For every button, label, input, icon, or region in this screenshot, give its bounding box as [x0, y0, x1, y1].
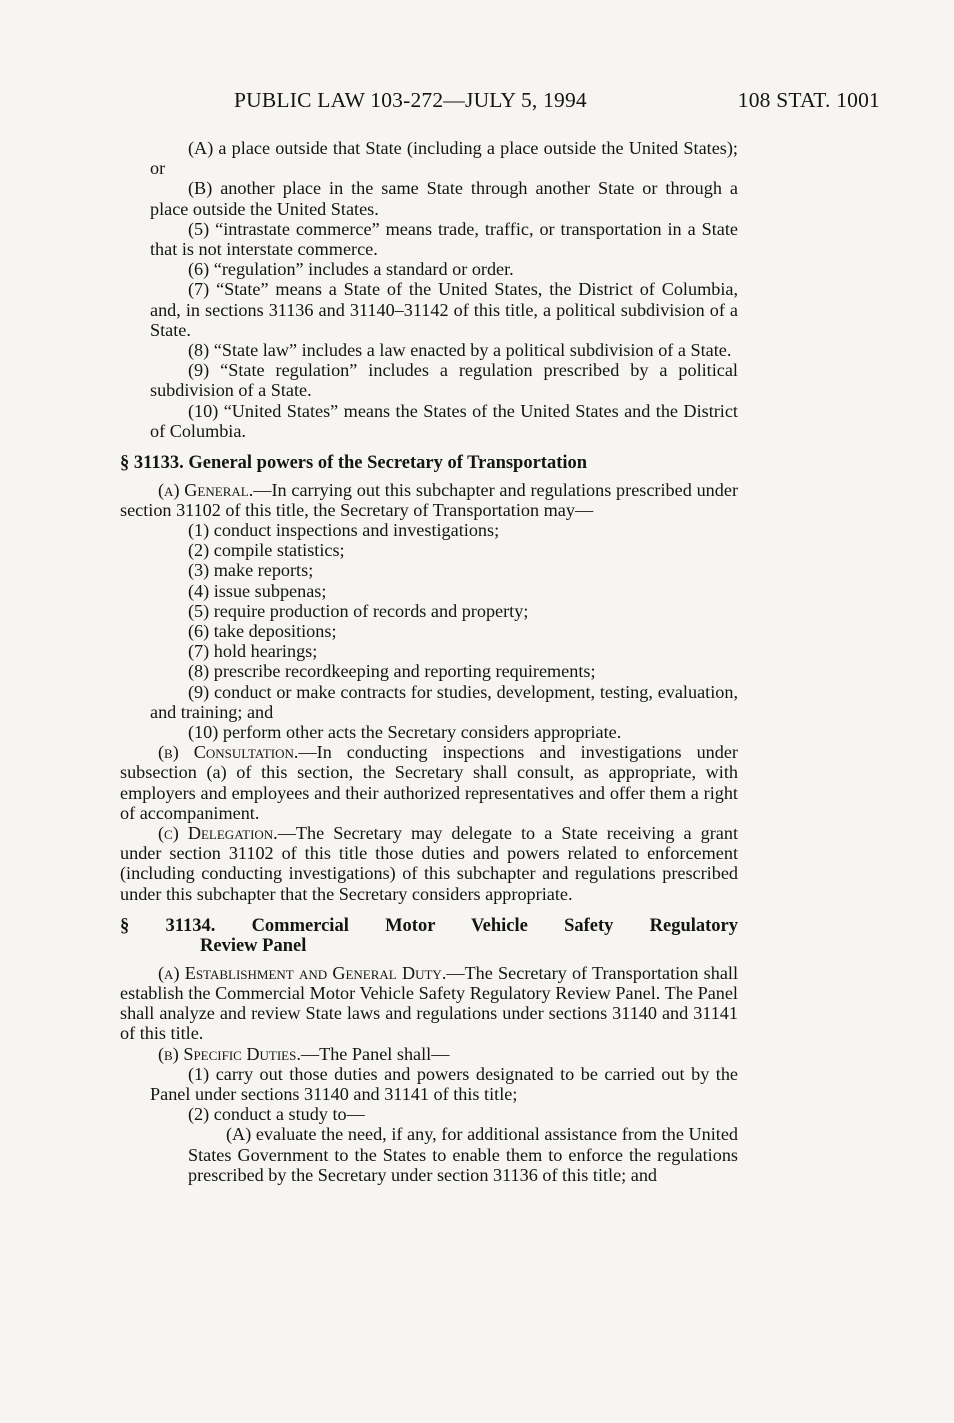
subsection-a-label: (a) General.	[158, 479, 254, 500]
header-citation: PUBLIC LAW 103-272—JULY 5, 1994	[234, 88, 587, 112]
subsection-31134-a-label: (a) Establishment and General Duty.	[158, 962, 447, 983]
subsection-b-text: —In conducting inspections and investigations under subsection (a) of this section, the Secretary shall consult, as appropriate, with employers and employees and their authorized representatives and offer them a right of accompaniment.	[120, 742, 738, 823]
subsection-31134-b	[120, 1044, 738, 1064]
power-item: (10) perform other acts the Secretary considers appropriate.	[188, 721, 622, 742]
power-item: (3) make reports;	[188, 560, 314, 581]
subsection-a-text: —In carrying out this subchapter and regulations prescribed under section 31102 of this title, the Secretary of Transportation may—	[120, 479, 738, 520]
subsection-31134-a-text: —The Secretary of Transportation shall establish the Commercial Motor Vehicle Safety Regulatory Review Panel. The Panel shall analyze and review State laws and regulations under sections 31140 and 31141 of this title.	[120, 962, 738, 1044]
power-item: (4) issue subpenas;	[188, 580, 327, 601]
subsection-31134-b-text: —The Panel shall—	[300, 1043, 450, 1064]
paragraph-4A: (A) a place outside that State (including a place outside the United States); or	[150, 138, 738, 179]
subsection-31134-b-label: (b) Specific Duties.	[158, 1043, 301, 1064]
paragraph-31134-b2A: (A) evaluate the need, if any, for additional assistance from the United States Government to the States to enable them to enforce the regulations prescribed by the Secretary under section 31136 of this title; and	[188, 1124, 738, 1185]
document-body	[120, 138, 738, 1185]
power-item: (8) prescribe recordkeeping and reporting requirements;	[188, 661, 596, 682]
subsection-a-general	[120, 480, 738, 520]
subsection-c-label: (c) Delegation.	[158, 823, 278, 843]
section-heading-31133: § 31133. General powers of the Secretary of Transportation	[120, 453, 588, 474]
page-header	[148, 88, 880, 118]
paragraph-5: (5) “intrastate commerce” means trade, traffic, or transportation in a State that is not interstate commerce.	[150, 218, 738, 260]
paragraph-31134-b1: (1) carry out those duties and powers designated to be carried out by the Panel under sections 31140 and 31141 of this title;	[150, 1063, 738, 1105]
paragraph-7: (7) “State” means a State of the United States, the District of Columbia, and, in sections 31136 and 31140–31142 of this title, a political subdivision of a State.	[150, 279, 738, 340]
subsection-b-label: (b) Consultation.	[158, 742, 299, 763]
subsection-31134-a	[120, 963, 738, 1044]
section-heading-31134	[120, 916, 738, 957]
power-item: (9) conduct or make contracts for studies, development, testing, evaluation, and training; and	[150, 681, 738, 722]
section-heading-31134-line2: Review Panel	[200, 936, 307, 957]
power-item: (5) require production of records and property;	[188, 600, 529, 621]
subsection-b-consultation	[120, 742, 738, 823]
subsection-c-delegation	[120, 823, 738, 904]
power-item: (6) take depositions;	[188, 620, 337, 641]
paragraph-6: (6) “regulation” includes a standard or order.	[188, 259, 514, 280]
subsection-c-text: —The Secretary may delegate to a State receiving a grant under section 31102 of this title those duties and powers related to enforcement (including conducting investigations) of this subchapter and regulations prescribed under this subchapter that the Secretary considers appropriate.	[120, 823, 738, 904]
paragraph-8: (8) “State law” includes a law enacted by a political subdivision of a State.	[188, 340, 732, 361]
power-item: (1) conduct inspections and investigations;	[188, 519, 500, 540]
paragraph-4B: (B) another place in the same State through another State or through a place outside the United States.	[150, 178, 738, 219]
power-item: (7) hold hearings;	[188, 641, 318, 662]
section-heading-31134-line1: § 31134. Commercial Motor Vehicle Safety Regulatory	[120, 915, 738, 936]
header-stat-page: 108 STAT. 1001	[737, 88, 880, 112]
paragraph-9: (9) “State regulation” includes a regulation prescribed by a political subdivision of a State.	[150, 360, 738, 401]
powers-list	[150, 520, 738, 742]
paragraph-31134-b2: (2) conduct a study to—	[188, 1104, 365, 1125]
paragraph-10: (10) “United States” means the States of the United States and the District of Columbia.	[150, 400, 738, 441]
power-item: (2) compile statistics;	[188, 540, 345, 561]
